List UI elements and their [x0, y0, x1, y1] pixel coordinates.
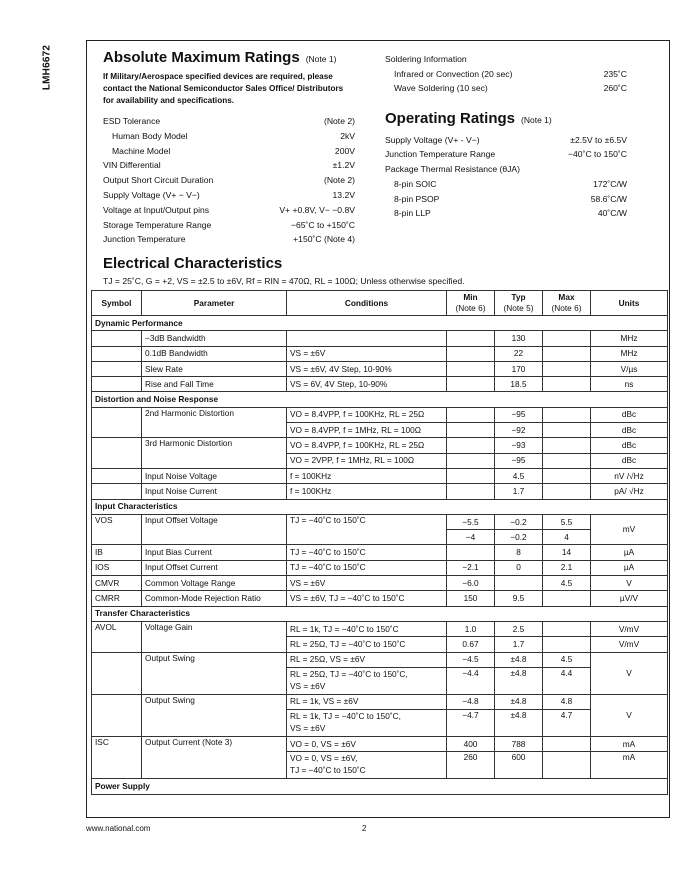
abs-row: Storage Temperature Range −65˚C to +150˚C: [103, 219, 355, 230]
operating-ratings-title: Operating Ratings (Note 1): [385, 109, 552, 127]
abs-row: VIN Differential ±1.2V: [103, 160, 355, 171]
page-number: 2: [362, 824, 367, 833]
abs-max-rows: [103, 114, 355, 247]
table-row: ISC Output Current (Note 3) VO = 0, VS = ±6V 400 788 mA: [92, 737, 668, 752]
soldering-information: [385, 52, 627, 96]
electrical-table-wrap: [91, 290, 667, 795]
part-number-sidebar: [40, 36, 54, 106]
table-row: RL = 25Ω, TJ = −40˚C to 150˚C 0.67 1.7 V/mV: [92, 637, 668, 652]
abs-row: Output Short Circuit Duration (Note 2): [103, 175, 355, 186]
abs-max-note: (Note 1): [305, 54, 337, 64]
table-row: IOS Input Offset Current TJ = −40˚C to 150˚C −2.1 0 2.1 µA: [92, 560, 668, 575]
military-notice: If Military/Aerospace specified devices are required, please contact the National Semiconductor Sales Office/ Distributors for availability and specifications.: [103, 72, 344, 105]
table-row: IB Input Bias Current TJ = −40˚C to 150˚C 8 14 µA: [92, 545, 668, 560]
op-row: 8-pin PSOP 58.6˚C/W: [394, 193, 627, 204]
table-row: VOS Input Offset Voltage TJ = −40˚C to 150˚C −5.5 −0.2 5.5 mV: [92, 514, 668, 529]
table-row: CMRR Common-Mode Rejection Ratio VS = ±6V, TJ = −40˚C to 150˚C 150 9.5 µV/V: [92, 591, 668, 606]
part-number: LMH6672: [41, 44, 53, 91]
table-row: Input Noise Voltage f = 100KHz 4.5 nV /√Hz: [92, 468, 668, 483]
table-row: Output Swing RL = 25Ω, VS = ±6V −4.5 ±4.8 4.5 V: [92, 652, 668, 667]
abs-row: Junction Temperature +150˚C (Note 4): [103, 234, 355, 245]
operating-ratings-rows: [385, 133, 627, 222]
right-column: [385, 52, 627, 221]
table-row: CMVR Common Voltage Range VS = ±6V −6.0 4.5 V: [92, 576, 668, 591]
section-row: Dynamic Performance: [92, 316, 668, 331]
footer-website: www.national.com: [86, 824, 151, 833]
abs-row: Human Body Model 2kV: [112, 130, 355, 141]
section-row: Power Supply: [92, 779, 668, 794]
table-row: −3dB Bandwidth 130 MHz: [92, 331, 668, 346]
electrical-characteristics-table: [91, 290, 668, 795]
table-row: −4 −0.2 4: [92, 530, 668, 545]
abs-row: Supply Voltage (V+ − V−) 13.2V: [103, 189, 355, 200]
op-row: Package Thermal Resistance (θJA): [385, 164, 521, 175]
op-row: 8-pin LLP 40˚C/W: [394, 208, 627, 219]
datasheet-frame: [86, 40, 670, 818]
table-row: Input Noise Current f = 100KHz 1.7 pA/ √Hz: [92, 484, 668, 499]
table-header-row: Symbol Parameter Conditions Min (Note 6) Typ (Note 5) Max (Note 6) Units: [92, 291, 668, 316]
electrical-characteristics-title: Electrical Characteristics: [103, 255, 283, 272]
section-row: Distortion and Noise Response: [92, 392, 668, 407]
soldering-row: Wave Soldering (10 sec) 260˚C: [394, 83, 627, 93]
table-row: VO = 8.4VPP, f = 1MHz, RL = 100Ω −92 dBc: [92, 423, 668, 438]
table-row: VO = 0, VS = ±6V, TJ = −40˚C to 150˚C 260 600 mA: [92, 752, 668, 779]
table-row: RL = 1k, TJ = −40˚C to 150˚C, VS = ±6V −4.7 ±4.8 4.7: [92, 710, 668, 737]
table-row: 0.1dB Bandwidth VS = ±6V 22 MHz: [92, 346, 668, 361]
table-row: VO = 2VPP, f = 1MHz, RL = 100Ω −95 dBc: [92, 453, 668, 468]
soldering-row: Infrared or Convection (20 sec) 235˚C: [394, 68, 627, 79]
absolute-maximum-ratings: [103, 49, 355, 247]
op-ratings-note: (Note 1): [521, 114, 552, 125]
abs-row: ESD Tolerance (Note 2): [103, 116, 355, 126]
table-row: 2nd Harmonic Distortion VO = 8.4VPP, f = 100KHz, RL = 25Ω −95 dBc: [92, 407, 668, 422]
abs-row: Voltage at Input/Output pins V+ +0.8V, V− −0.8V: [103, 204, 355, 215]
op-row: 8-pin SOIC 172˚C/W: [394, 178, 627, 189]
table-row: AVOL Voltage Gain RL = 1k, TJ = −40˚C to 150˚C 1.0 2.5 V/mV: [92, 621, 668, 636]
table-row: Slew Rate VS = ±6V, 4V Step, 10-90% 170 V/µs: [92, 361, 668, 376]
table-row: RL = 25Ω, TJ = −40˚C to 150˚C, VS = ±6V −4.4 ±4.8 4.4: [92, 667, 668, 694]
section-row: Input Characteristics: [92, 499, 668, 514]
section-row: Transfer Characteristics: [92, 606, 668, 621]
op-row: Supply Voltage (V+ - V−) ±2.5V to ±6.5V: [385, 134, 627, 145]
test-conditions: TJ = 25˚C, G = +2, VS = ±2.5 to ±6V, Rf = RIN = 470Ω, RL = 100Ω; Unless otherwise specified.: [103, 276, 465, 286]
soldering-title: Soldering Information: [385, 54, 467, 64]
abs-max-title: Absolute Maximum Ratings (Note 1): [103, 49, 337, 66]
op-row: Junction Temperature Range −40˚C to 150˚C: [385, 149, 627, 160]
table-row: Rise and Fall Time VS = 6V, 4V Step, 10-90% 18.5 ns: [92, 377, 668, 392]
table-row: 3rd Harmonic Distortion VO = 8.4VPP, f = 100KHz, RL = 25Ω −93 dBc: [92, 438, 668, 453]
table-row: Output Swing RL = 1k, VS = ±6V −4.8 ±4.8 4.8 V: [92, 694, 668, 709]
abs-row: Machine Model 200V: [112, 145, 355, 156]
